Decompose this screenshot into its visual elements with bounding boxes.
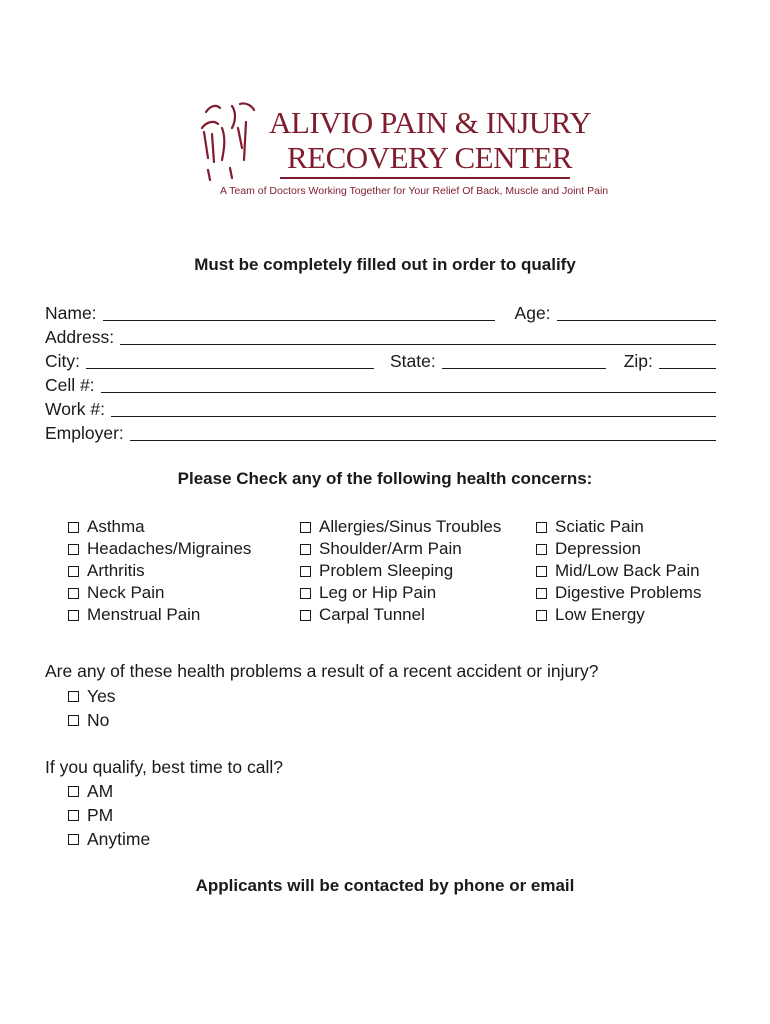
- checkbox-icon[interactable]: [536, 610, 547, 621]
- checkbox-icon[interactable]: [300, 566, 311, 577]
- city-state-zip-row: [45, 349, 716, 373]
- checkbox-icon[interactable]: [536, 566, 547, 577]
- call-time-option-am[interactable]: AM: [68, 779, 150, 803]
- employer-field[interactable]: [130, 422, 716, 441]
- call-time-option-pm[interactable]: PM: [68, 803, 150, 827]
- checkbox-icon[interactable]: [68, 786, 79, 797]
- footer-note: Applicants will be contacted by phone or email: [195, 876, 575, 895]
- accident-question: Are any of these health problems a result of a recent accident or injury?: [45, 661, 599, 681]
- checkbox-icon[interactable]: [68, 522, 79, 533]
- concern-option[interactable]: Leg or Hip Pain: [300, 582, 501, 604]
- concerns-heading: Please Check any of the following health concerns:: [177, 469, 593, 488]
- concerns-column-2: [300, 516, 501, 626]
- employer-label: Employer:: [45, 423, 124, 443]
- checkbox-icon[interactable]: [68, 566, 79, 577]
- call-time-option-anytime[interactable]: Anytime: [68, 827, 150, 851]
- checkbox-icon[interactable]: [68, 834, 79, 845]
- clinic-logo: [196, 98, 609, 204]
- address-row: [45, 325, 716, 349]
- name-label: Name:: [45, 303, 97, 323]
- checkbox-icon[interactable]: [536, 522, 547, 533]
- checkbox-icon[interactable]: [536, 588, 547, 599]
- concern-option[interactable]: Asthma: [68, 516, 251, 538]
- clinic-tagline: A Team of Doctors Working Together for Your Relief Of Back, Muscle and Joint Pain: [220, 185, 609, 197]
- state-label: State:: [390, 351, 436, 371]
- work-row: [45, 397, 716, 421]
- concern-option[interactable]: Digestive Problems: [536, 582, 701, 604]
- concern-option[interactable]: Problem Sleeping: [300, 560, 501, 582]
- concern-option[interactable]: Mid/Low Back Pain: [536, 560, 701, 582]
- zip-label: Zip:: [623, 351, 653, 371]
- work-label: Work #:: [45, 399, 105, 419]
- concern-option[interactable]: Allergies/Sinus Troubles: [300, 516, 501, 538]
- concern-option[interactable]: Carpal Tunnel: [300, 604, 501, 626]
- clinic-name: ALIVIO PAIN & INJURY RECOVERY CENTER: [269, 105, 592, 175]
- concerns-column-3: [536, 516, 701, 626]
- cell-row: [45, 373, 716, 397]
- concern-option[interactable]: Headaches/Migraines: [68, 538, 251, 560]
- concern-option[interactable]: Depression: [536, 538, 701, 560]
- form-instruction: Must be completely filled out in order to qualify: [194, 255, 576, 274]
- concern-option[interactable]: Shoulder/Arm Pain: [300, 538, 501, 560]
- checkbox-icon[interactable]: [536, 544, 547, 555]
- work-field[interactable]: [111, 398, 716, 417]
- address-field[interactable]: [120, 326, 716, 345]
- name-age-row: [45, 301, 716, 325]
- concern-option[interactable]: Low Energy: [536, 604, 701, 626]
- age-label: Age:: [514, 303, 551, 323]
- employer-row: [45, 421, 716, 445]
- concern-option[interactable]: Neck Pain: [68, 582, 251, 604]
- checkbox-icon[interactable]: [68, 715, 79, 726]
- concerns-column-1: [68, 516, 251, 626]
- checkbox-icon[interactable]: [300, 544, 311, 555]
- call-time-options: [68, 779, 150, 851]
- call-time-question: If you qualify, best time to call?: [45, 757, 283, 777]
- checkbox-icon[interactable]: [68, 588, 79, 599]
- age-field[interactable]: [557, 302, 716, 321]
- name-field[interactable]: [103, 302, 495, 321]
- checkbox-icon[interactable]: [68, 544, 79, 555]
- cell-label: Cell #:: [45, 375, 95, 395]
- cell-field[interactable]: [101, 374, 716, 393]
- checkbox-icon[interactable]: [68, 691, 79, 702]
- concern-option[interactable]: Menstrual Pain: [68, 604, 251, 626]
- accident-option-no[interactable]: No: [68, 708, 116, 732]
- checkbox-icon[interactable]: [68, 610, 79, 621]
- accident-options: [68, 684, 116, 732]
- checkbox-icon[interactable]: [68, 810, 79, 821]
- figure-illustration-icon: [196, 98, 266, 188]
- checkbox-icon[interactable]: [300, 522, 311, 533]
- checkbox-icon[interactable]: [300, 588, 311, 599]
- city-field[interactable]: [86, 350, 374, 369]
- checkbox-icon[interactable]: [300, 610, 311, 621]
- address-label: Address:: [45, 327, 115, 347]
- zip-field[interactable]: [659, 350, 716, 369]
- city-label: City:: [45, 351, 80, 371]
- state-field[interactable]: [442, 350, 606, 369]
- concern-option[interactable]: Sciatic Pain: [536, 516, 701, 538]
- logo-divider: [280, 177, 570, 179]
- concern-option[interactable]: Arthritis: [68, 560, 251, 582]
- accident-option-yes[interactable]: Yes: [68, 684, 116, 708]
